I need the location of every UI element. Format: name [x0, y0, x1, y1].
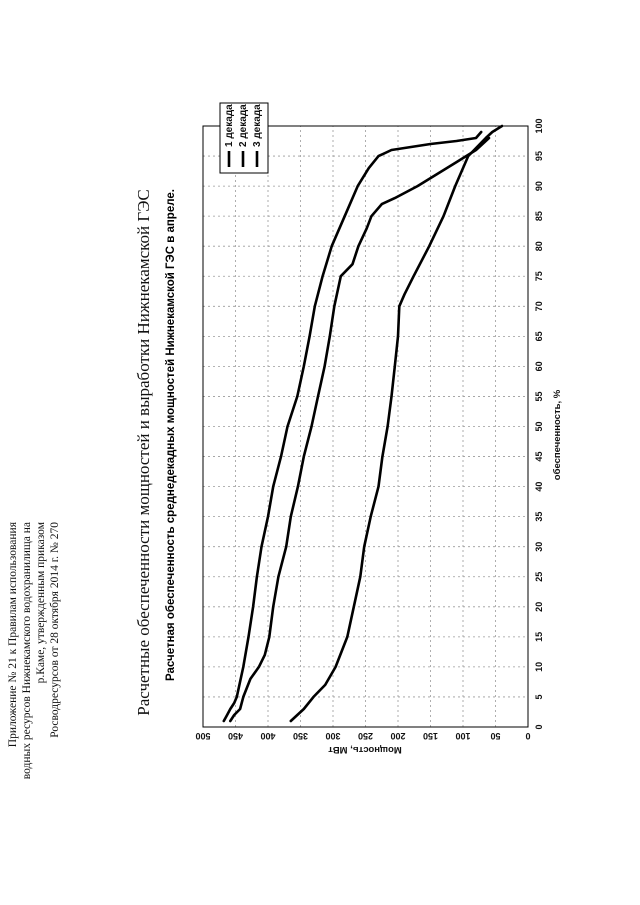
header-line-1: Приложение № 21 к Правилам использования: [7, 522, 19, 748]
x-tick-label: 60: [534, 361, 544, 372]
y-axis-label: Мощность, МВт: [328, 744, 402, 755]
x-tick-label: 20: [534, 601, 544, 612]
legend-label-3: 3 декада: [252, 104, 263, 147]
y-tick-label: 0: [525, 731, 531, 741]
x-tick-label: 70: [534, 301, 544, 312]
x-tick-label: 95: [534, 151, 544, 162]
chart-title: Расчетная обеспеченность среднедекадных мощностей Нижнекамской ГЭС в апреле.: [165, 189, 177, 681]
y-tick-label: 150: [422, 731, 439, 741]
y-tick-label: 350: [292, 731, 309, 741]
x-tick-label: 0: [534, 724, 544, 730]
x-tick-label: 40: [534, 481, 544, 492]
series-line-3: [291, 126, 502, 721]
x-axis-label: обеспеченность, %: [552, 389, 563, 481]
header-line-4: Росводресурсов от 28 октября 2014 г. № 270: [49, 522, 61, 738]
x-tick-label: 45: [534, 451, 544, 462]
header-line-2: водных ресурсов Нижнекамского водохранилища на: [21, 522, 33, 780]
x-tick-label: 30: [534, 541, 544, 552]
y-tick-label: 500: [195, 731, 211, 741]
y-tick-label: 100: [455, 731, 471, 741]
legend-label-1: 1 декада: [224, 104, 235, 147]
x-tick-label: 100: [534, 118, 544, 134]
header-line-3: р.Каме, утвержденным приказом: [35, 522, 47, 684]
x-tick-label: 35: [534, 511, 544, 522]
y-tick-label: 250: [357, 731, 374, 741]
x-tick-label: 5: [534, 694, 544, 700]
x-tick-label: 65: [534, 331, 544, 342]
x-tick-label: 55: [534, 391, 544, 402]
x-tick-label: 50: [534, 421, 544, 432]
chart-grid: [203, 126, 528, 727]
document-title: Расчетные обеспеченности мощностей и выработки Нижнекамской ГЭС: [134, 189, 153, 716]
x-tick-label: 80: [534, 241, 544, 252]
x-tick-label: 10: [534, 661, 544, 672]
series-lines: [224, 126, 502, 721]
legend-items: [224, 104, 263, 167]
y-tick-label: 450: [227, 731, 244, 741]
x-tick-label: 90: [534, 181, 544, 192]
x-tick-label: 75: [534, 271, 544, 282]
y-tick-label: 400: [260, 731, 276, 741]
y-tick-label: 50: [490, 731, 501, 741]
x-tick-label: 25: [534, 571, 544, 582]
x-tick-label: 15: [534, 631, 544, 642]
x-axis-ticks: [534, 118, 544, 729]
series-line-2: [230, 138, 489, 721]
legend-label-2: 2 декада: [238, 104, 249, 147]
chart-legend: [220, 103, 268, 173]
y-axis-ticks: [195, 731, 530, 741]
y-tick-label: 300: [325, 731, 341, 741]
x-tick-label: 85: [534, 211, 544, 222]
y-tick-label: 200: [390, 731, 406, 741]
